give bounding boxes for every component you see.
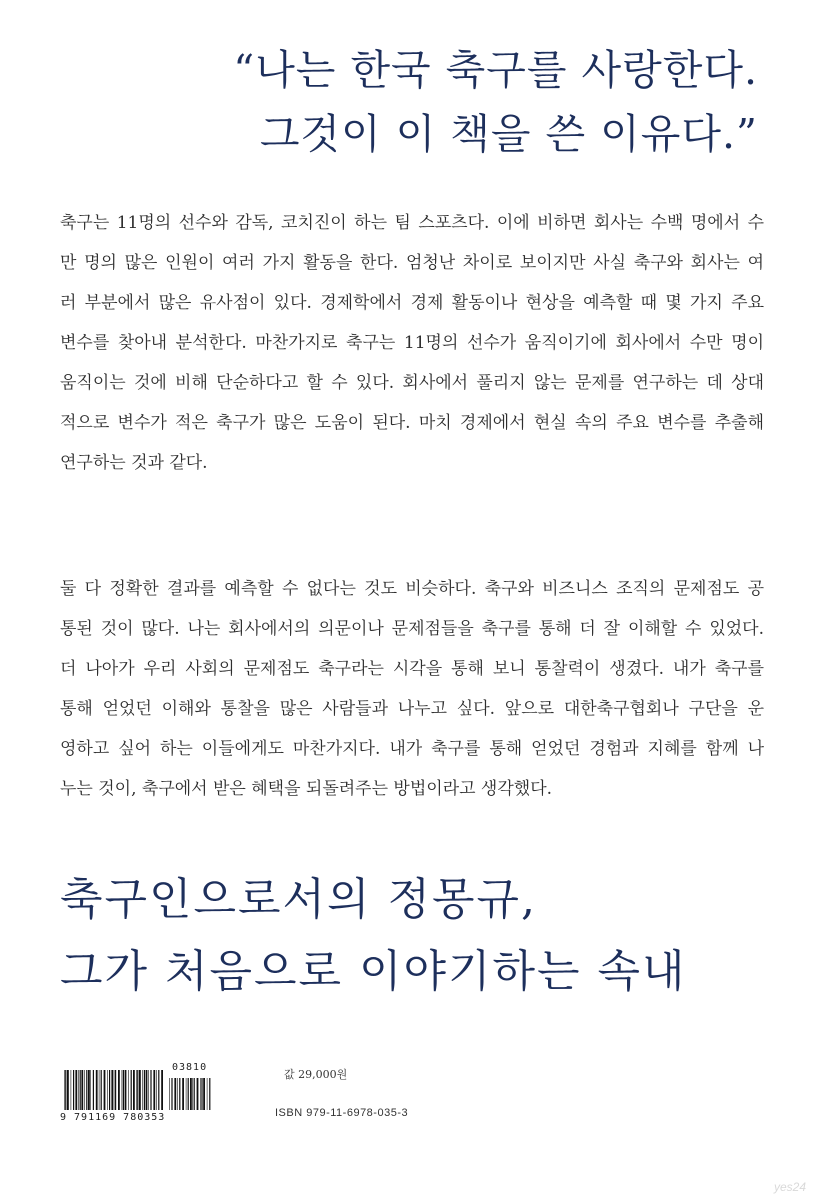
barcode-addon-bars xyxy=(169,1078,211,1110)
barcode-bars xyxy=(64,1070,164,1110)
price-label: 값 29,000원 xyxy=(284,1068,348,1081)
headline-line-2: 그가 처음으로 이야기하는 속내 xyxy=(60,946,687,997)
paragraph-line: 둘 다 정확한 결과를 예측할 수 없다는 것도 비슷하다. 축구와 비즈니스 조직의 문제점도 공 xyxy=(60,579,764,599)
quote-line-2: 그것이 이 책을 쓴 이유다.” xyxy=(259,110,758,158)
quote-line-1: “나는 한국 축구를 사랑한다. xyxy=(233,46,758,94)
second-paragraph xyxy=(60,569,764,809)
paragraph-line: 축구는 11명의 선수와 감독, 코치진이 하는 팀 스포츠다. 이에 비하면 회사는 수백 명에서 수 xyxy=(60,213,764,233)
paragraph-line: 더 나아가 우리 사회의 문제점도 축구라는 시각을 통해 보니 통찰력이 생겼다. 내가 축구를 xyxy=(60,659,764,679)
paragraph-line: 움직이는 것에 비해 단순하다고 할 수 있다. 회사에서 풀리지 않는 문제를 연구하는 데 상대 xyxy=(60,373,764,393)
barcode-digits: 9 791169 780353 xyxy=(60,1112,166,1123)
barcode-addon-digits: 03810 xyxy=(172,1062,208,1073)
headline-line-1: 축구인으로서의 정몽규, xyxy=(60,874,538,925)
paragraph-line: 통해 얻었던 이해와 통찰을 많은 사람들과 나누고 싶다. 앞으로 대한축구협회나 구단을 운 xyxy=(60,699,764,719)
paragraph-line: 영하고 싶어 하는 이들에게도 마찬가지다. 내가 축구를 통해 얻었던 경험과 지혜를 함께 나 xyxy=(60,739,764,759)
paragraph-line: 통된 것이 많다. 나는 회사에서의 의문이나 문제점들을 축구를 통해 더 잘 이해할 수 있었다. xyxy=(60,619,764,639)
paragraph-line: 누는 것이, 축구에서 받은 혜택을 되돌려주는 방법이라고 생각했다. xyxy=(60,779,553,799)
paragraph-line: 변수를 찾아내 분석한다. 마찬가지로 축구는 11명의 선수가 움직이기에 회사에서 수만 명이 xyxy=(60,333,764,353)
watermark-logo: yes24 xyxy=(773,1180,806,1194)
isbn-label: ISBN 979-11-6978-035-3 xyxy=(275,1107,409,1119)
intro-paragraph xyxy=(60,203,764,483)
paragraph-line: 연구하는 것과 같다. xyxy=(60,453,208,473)
closing-headline xyxy=(60,864,687,1008)
paragraph-line: 만 명의 많은 인원이 여러 가지 활동을 한다. 엄청난 차이로 보이지만 사실 축구와 회사는 여 xyxy=(60,253,764,273)
back-cover-quote xyxy=(233,38,758,166)
isbn-barcode xyxy=(60,1060,260,1130)
paragraph-line: 러 부분에서 많은 유사점이 있다. 경제학에서 경제 활동이나 현상을 예측할 때 몇 가지 주요 xyxy=(60,293,764,313)
paragraph-line: 적으로 변수가 적은 축구가 많은 도움이 된다. 마치 경제에서 현실 속의 주요 변수를 추출해 xyxy=(60,413,764,433)
